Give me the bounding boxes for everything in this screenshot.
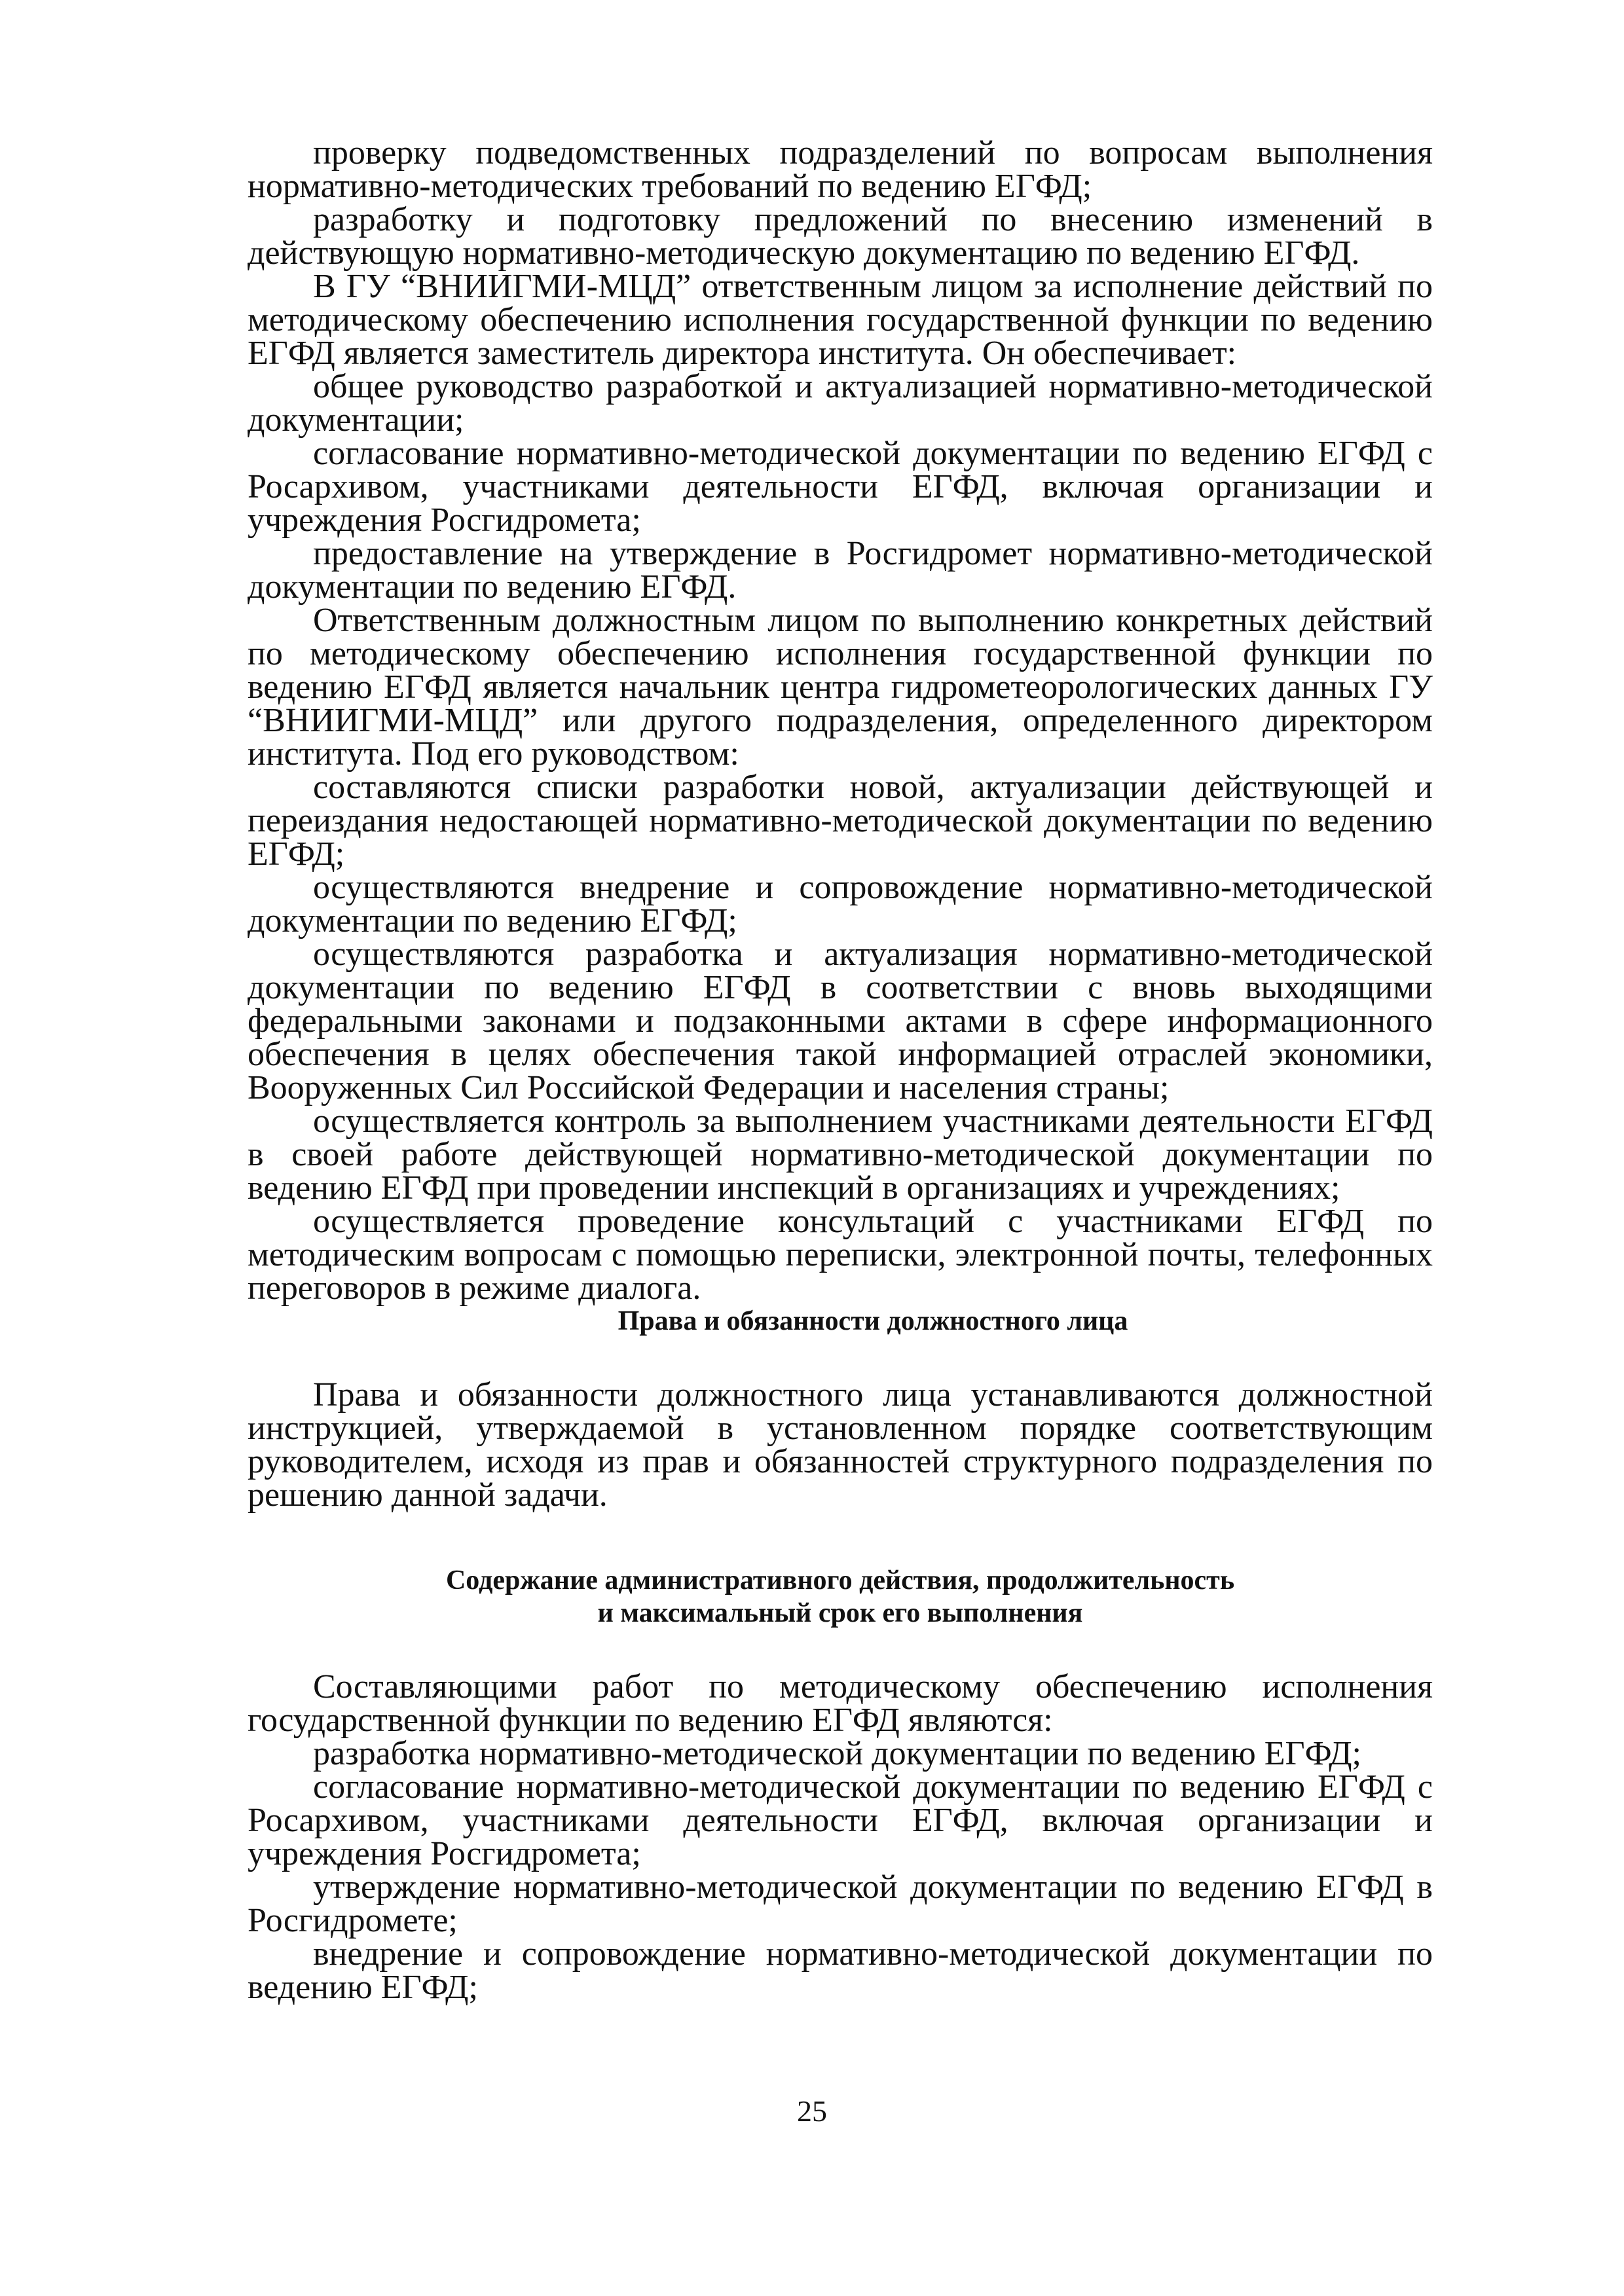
- section-heading-content-line-2: и максимальный срок его выполнения: [597, 1598, 1083, 1628]
- paragraph: Составляющими работ по методическому обеспечению исполнения государственной функции по ведению ЕГФД являются:: [248, 1668, 1433, 1739]
- paragraph: проверку подведомственных подразделений по вопросам выполнения нормативно-методических требований по ведению ЕГФД;: [248, 134, 1433, 205]
- paragraph: Ответственным должностным лицом по выполнению конкретных действий по методическому обеспечению исполнения государственной функции по ведению ЕГФД является начальник центра гидрометеорологических данных ГУ “ВНИИГМИ-МЦД” или другого подразделения, определенного директором института. Под его руководством:: [248, 602, 1433, 773]
- paragraph: Права и обязанности должностного лица устанавливаются должностной инструкцией, утверждаемой в установленном порядке соответствующим руководителем, исходя из прав и обязанностей структурного подразделения по решению данной задачи.: [248, 1376, 1433, 1514]
- document-page: [248, 136, 1433, 2004]
- paragraph: предоставление на утверждение в Росгидромет нормативно-методической документации по ведению ЕГФД.: [248, 535, 1433, 606]
- paragraph: согласование нормативно-методической документации по ведению ЕГФД с Росархивом, участниками деятельности ЕГФД, включая организации и учреждения Росгидромета;: [248, 435, 1433, 539]
- section-heading-content: [248, 1564, 1433, 1630]
- paragraph: разработка нормативно-методической документации по ведению ЕГФД;: [313, 1735, 1362, 1772]
- section-heading-rights: Права и обязанности должностного лица: [618, 1306, 1128, 1336]
- paragraph: осуществляются разработка и актуализация нормативно-методической документации по ведению ЕГФД в соответствии с вновь выходящими федеральными законами и подзаконными актами в сфере информационного обеспечения в целях обеспечения такой информацией отраслей экономики, Вооруженных Сил Российской Федерации и населения страны;: [248, 936, 1433, 1106]
- paragraph: составляются списки разработки новой, актуализации действующей и переиздания недостающей нормативно-методической документации по ведению ЕГФД;: [248, 769, 1433, 873]
- paragraph: общее руководство разработкой и актуализацией нормативно-методической документации;: [248, 368, 1433, 439]
- paragraph: утверждение нормативно-методической документации по ведению ЕГФД в Росгидромете;: [248, 1868, 1433, 1939]
- paragraph: осуществляются внедрение и сопровождение нормативно-методической документации по ведению ЕГФД;: [248, 869, 1433, 939]
- paragraph: согласование нормативно-методической документации по ведению ЕГФД с Росархивом, участниками деятельности ЕГФД, включая организации и учреждения Росгидромета;: [248, 1768, 1433, 1872]
- paragraph: внедрение и сопровождение нормативно-методической документации по ведению ЕГФД;: [248, 1935, 1433, 2006]
- paragraph: осуществляется контроль за выполнением участниками деятельности ЕГФД в своей работе действующей нормативно-методической документации по ведению ЕГФД при проведении инспекций в организациях и учреждениях;: [248, 1102, 1433, 1207]
- page-number: 25: [797, 2094, 827, 2128]
- section-heading-content-line-1: Содержание административного действия, продолжительность: [445, 1565, 1235, 1595]
- paragraph: осуществляется проведение консультаций с участниками ЕГФД по методическим вопросам с помощью переписки, электронной почты, телефонных переговоров в режиме диалога.: [248, 1203, 1433, 1307]
- paragraph: разработку и подготовку предложений по внесению изменений в действующую нормативно-методическую документацию по ведению ЕГФД.: [248, 201, 1433, 272]
- paragraph: В ГУ “ВНИИГМИ-МЦД” ответственным лицом за исполнение действий по методическому обеспечению исполнения государственной функции по ведению ЕГФД является заместитель директора института. Он обеспечивает:: [248, 268, 1433, 372]
